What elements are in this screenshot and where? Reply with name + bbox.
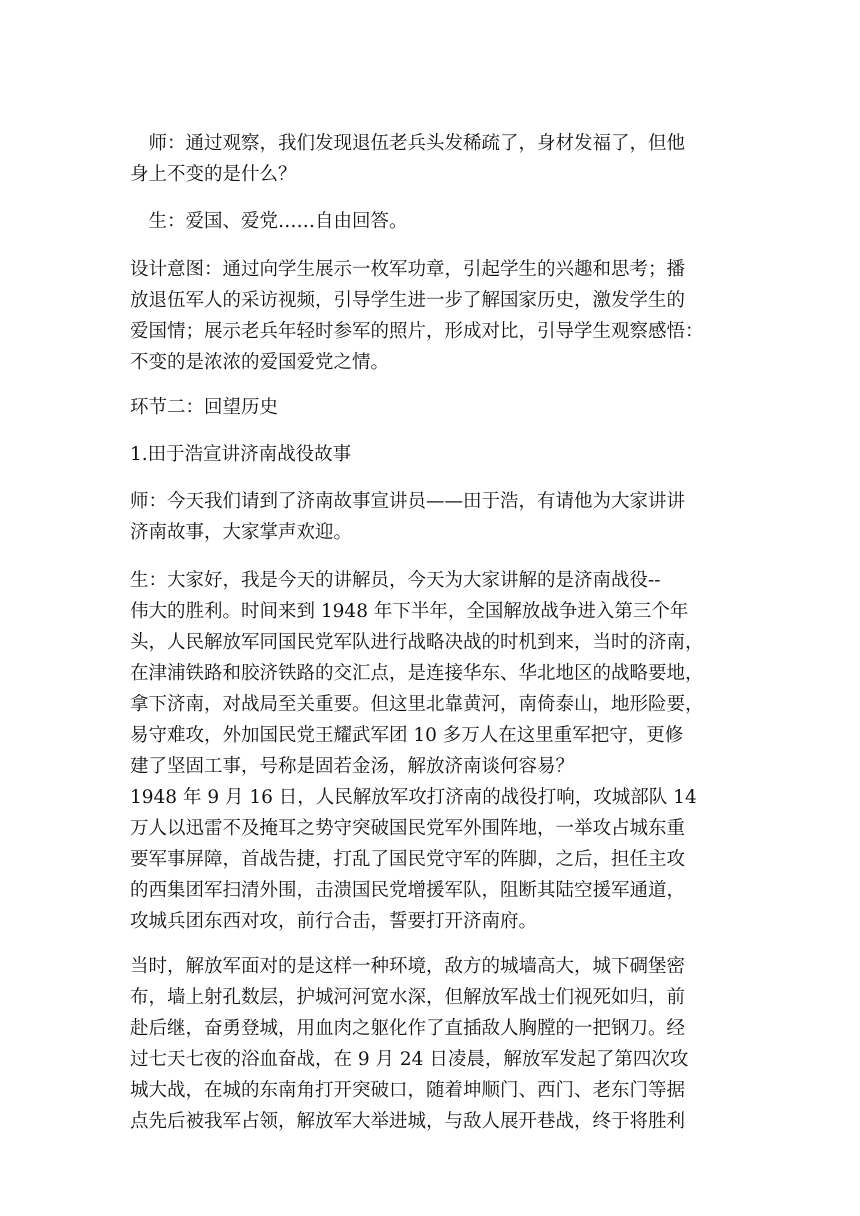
teacher-intro-paragraph: 师：今天我们请到了济南故事宣讲员——田于浩，有请他为大家讲讲 济南故事，大家掌声欢迎。 (130, 491, 686, 543)
teacher-question-paragraph: 师：通过观察，我们发现退伍老兵头发稀疏了，身材发福了，但他 身上不变的是什么？ (130, 133, 686, 185)
battle-environment-paragraph: 当时，解放军面对的是这样一种环境，敌方的城墙高大，城下碉堡密 布，墙上射孔数层，护城河河宽水深，但解放军战士们视死如归，前 赴后继，奋勇登城，用血肉之躯化作了直插敌人胸膛的一把钢刀。经 过七天七夜的浴血奋战，在 9 月 24 日凌晨，解放军发起了第四次攻 城大战，在城的东南角打开突破口，随着坤顺门、西门、老东门等据 点先后被我军占领，解放军大举进城，与敌人展开巷战，终于将胜利 (130, 956, 689, 1132)
student-answer-paragraph: 生：爱国、爱党……自由回答。 (130, 211, 408, 232)
student-narration-paragraph: 生：大家好，我是今天的讲解员，今天为大家讲解的是济南战役-- 伟大的胜利。时间来到 1948 年下半年，全国解放战争进入第三个年 头，人民解放军同国民党军队进行战略决战的时机到来，当时的济南， 在津浦铁路和胶济铁路的交汇点，是连接华东、华北地区的战略要地， 拿下济南，对战局至关重要。但这里北靠黄河，南倚泰山，地形险要， 易守难攻，外加国民党王耀武军团 10 多万人在这里重军把守，更修 建了坚固工事，号称是固若金汤，解放济南谈何容易？ (130, 570, 704, 777)
design-intent-paragraph: 设计意图：通过向学生展示一枚军功章，引起学生的兴趣和思考；播 放退伍军人的采访视频，引导学生进一步了解国家历史，激发学生的 爱国情；展示老兵年轻时参军的照片，形成对比，引导学生观察感悟： 不变的是浓浓的爱国爱党之情。 (130, 259, 704, 373)
subsection-heading: 1.田于浩宣讲济南战役故事 (130, 444, 352, 465)
section-heading: 环节二：回望历史 (130, 397, 279, 418)
battle-start-paragraph: 1948 年 9 月 16 日，人民解放军攻打济南的战役打响，攻城部队 14 万人以迅雷不及掩耳之势守突破国民党军外围阵地，一举攻占城东重 要军事屏障，首战告捷，打乱了国民党守军的阵脚，之后，担任主攻 的西集团军扫清外围，击溃国民党增援军队，阻断其陆空援军通道， 攻城兵团东西对攻，前行合击，誓要打开济南府。 (130, 787, 697, 932)
